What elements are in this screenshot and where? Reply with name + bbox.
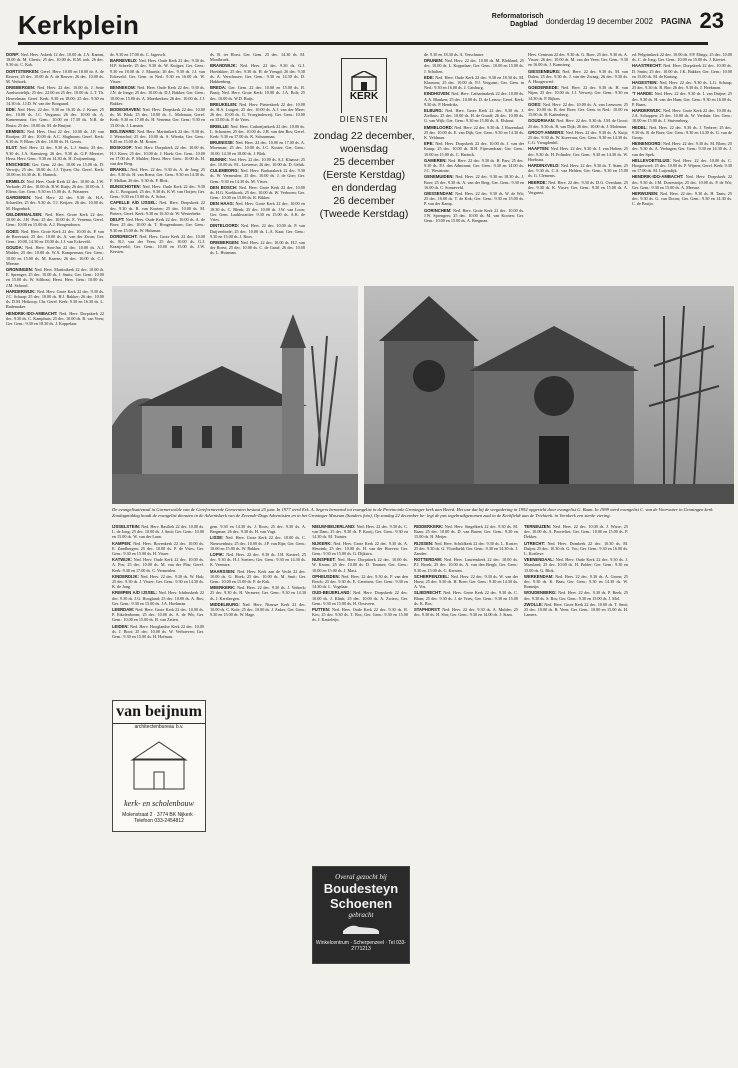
header-right [492, 8, 724, 34]
listing-column-10 [414, 524, 518, 1044]
service-entry: HEDEL: Ned. Herv. 22 dec. 9.30 ds. J. Verbree; 25 dec. 9.30 ds. R. de Boer; Ger. Gem.: 9.30 en 14.30 ds. G. van de Groep. [632, 124, 732, 141]
service-entry: EDE: Ned. Herv. Oude Kerk 22 dec. 9.30 en 18.30 ds. M. Klaassen; 25 dec. 10.00 ds. P.J. Vergunst; Ger. Gem. in Ned.: 9.30 en 16.00 ds. J. Catsburg. [424, 74, 524, 91]
info-line: (Eerste Kerstdag) [322, 169, 406, 181]
service-entry: BOLSWARD: Ned. Herv. Martinikerk 22 dec. 9.30 ds. J. Westerhof; 25 dec. 10.00 ds. S. Wierda; Ger. Gem.: 9.45 en 15.00 ds. M. Koster. [110, 128, 205, 145]
service-entry: GENEMUIDEN: Ned. Herv. 22 dec. 9.30 en 18.30 ds. J. Boer; 25 dec. 9.30 ds. A. van der Berg; Ger. Gem.: 9.30 en 16.00 ds. C. Sonneveld. [424, 174, 524, 190]
page-title: Kerkplein [18, 10, 140, 40]
service-entry: BRIELLE: Ned. Herv. Catharijnekerk 22 dec. 10.00 ds. L. Schouten; 25 dec. 10.00 ds. J.H. van den Bos; Geref. Kerk: 9.30 en 17.00 ds. K. Schuurman. [210, 123, 305, 140]
service-entry: HENDRIK-IDO-AMBACHT: Ned. Herv. Dorpskerk 22 dec. 9.30 ds. C. Kamphuis; 25 dec. 10.00 ds. B. van Veen; Ger. Gem.: 9.30 en 18.30 ds. J. Koppelaar. [6, 310, 104, 326]
ad-beijnum-tagline: kerk- en scholenbouw [124, 799, 194, 808]
service-entry: GIESSENBURG: Ned. Herv. 22 dec. 9.30 ds. M. van Dalen; 25 dec. 9.30 ds. J. van der Zwaag; 26 dec. 9.30 ds. A. Hoogerwerf. [528, 68, 628, 85]
service-entry: ds. B. ter Horst. Ger. Gem. 25 dec. 14.30 ds. M. Mooibroek. [210, 52, 305, 63]
service-entry: MIDDELBURG: Ned. Herv. Nieuwe Kerk 22 dec. 10.00 ds. C. Kole; 25 dec. 10.00 ds. J. Anker; Ger. Gem.: 9.30 en 15.00 ds. W. Hage. [210, 601, 306, 618]
ad-beijnum-title: van beijnum [113, 701, 205, 724]
service-entry: ERMELO: Ned. Herv. Oude Kerk 22 dec. 10.00 ds. J.W. Verkade; 25 dec. 10.00 ds. R.W. Ruijs; 26 dec. 10.00 ds. J. Ellens; Ger. Gem.: 9.30 en 15.00 ds. A. Wasmeer. [6, 178, 104, 195]
service-entry: GARDEREN: Ned. Herv. 22 dec. 9.30 ds. H.A. Schaeffer; 25 dec. 9.30 ds. T.J. Keijzer; 26 dec. 10.00 ds. M. Hogenbirk. [6, 195, 104, 211]
kerkdiensten-logo-sub: DIENSTEN [339, 115, 389, 124]
church-photo-image [112, 286, 358, 504]
service-entry: IJSSELSTEIN: Ned. Herv. Basiliek 22 dec. 10.00 ds. L. de Jong; 25 dec. 10.00 ds. J. Smit; Ger. Gem.: 10.00 en 15.00 ds. W. van der Laan. [112, 524, 204, 540]
service-entry: HELLEVOETSLUIS: Ned. Herv. 22 dec. 10.00 ds. C. Hoogerwerf; 25 dec. 10.00 ds. P. Wijnen; Geref. Kerk: 9.30 en 17.00 ds. M. Luijendijk. [632, 157, 732, 174]
service-entry: LOPIK: Ned. Herv. 22 dec. 9.30 ds. J.H. Kasteel; 25 dec. 9.30 ds. H.J. Soeters; Ger. Gem.: 9.30 en 14.30 ds. K. Veenstra. [210, 552, 306, 568]
church-icon [349, 71, 379, 91]
service-entry: GOUDRIAAN: Ned. Herv. 22 dec. 9.30 ds. J.M. de Groot; 25 dec. 9.30 ds. B. van Dijk; 26 dec. 10.00 ds. J. Molenaar. [528, 118, 628, 129]
info-line: (Tweede Kerstdag) [319, 208, 409, 220]
listing-column-7 [112, 524, 204, 696]
service-entry: HAGESTEIN: Ned. Herv. 22 dec. 9.30 ds. L.G. Schaap; 25 dec. 9.30 ds. R. Bor; 26 dec. 9.30 ds. J. Hoekman. [632, 80, 732, 91]
service-entry: KRIMPEN A/D IJSSEL: Ned. Herv. Ichthuskerk 22 dec. 9.30 ds. J.G. Hoogland; 25 dec. 10.00 ds. A. Bos; Ger. Gem.: 9.30 en 15.00 ds. J.A. Hoekman. [112, 590, 204, 606]
photo-church [364, 286, 734, 504]
issue-date: donderdag 19 december 2002 [545, 16, 653, 26]
service-entry: DEN BOSCH: Ned. Herv. Grote Kerk 22 dec. 10.00 ds. H.G. Koekkoek; 25 dec. 10.00 ds. W. Verboom; Ger. Gem.: 10.00 en 15.00 ds. R. Bikker. [210, 184, 305, 201]
kerkdiensten-logo [341, 58, 387, 113]
page-number: 23 [699, 8, 724, 33]
info-line: woensdag [340, 143, 388, 155]
ad-boudesteyn-line1: Overal gezocht bij [335, 873, 387, 881]
ad-beijnum-sub: architectenbureau b.v. [134, 724, 184, 730]
service-entry: SCHERPENZEEL: Ned. Herv. 22 dec. 9.30 ds. W. van der Horst; 25 dec. 9.30 ds. H. Boer; Ger. Gem.: 9.30 en 14.30 ds. A. Vos. [414, 573, 518, 590]
service-entry: EINDHOVEN: Ned. Herv. Catharinakerk 22 dec. 10.00 ds. A.A. Blanken; 25 dec. 10.00 ds. D. de Leeuw; Geref. Kerk: 9.30 ds. P. Hendriks. [424, 91, 524, 107]
listing-column-5 [528, 52, 628, 288]
ad-boudesteyn-product: Schoenen [329, 896, 393, 911]
service-entry: Herv. Centrum 22 dec. 9.30 ds. G. Boer; 25 dec. 9.30 ds. A. Visser; 26 dec. 10.00 ds. M. van der Veen; Ger. Gem.: 9.30 en 16.00 ds. J. Kamsteeg. [528, 52, 628, 68]
service-entry: EPE: Ned. Herv. Dorpskerk 22 dec. 10.00 ds. J. van der Kamp; 25 dec. 10.00 ds. B.H. Fijnvandraat; Ger. Gem.: 10.00 en 15.00 ds. C. Harinck. [424, 141, 524, 157]
service-entry: KAMPEN: Ned. Herv. Bovenkerk 22 dec. 10.00 ds. E. Zandbergen; 25 dec. 10.00 ds. P. de Vries; Ger. Gem.: 9.30 en 15.00 ds. H. Visser. [112, 540, 204, 557]
service-entry: BREDA: Ger. Gem. 22 dec. 10.00 en 15.00 ds. R. Baaij; Ned. Herv. Grote Kerk: 10.00 ds. J.A. Bolt; 25 dec. 10.00 ds. W.D. Ruijs. [210, 85, 305, 101]
service-entry: HARDINXVELD: Ned. Herv. 22 dec. 9.30 ds. T. Stam; 25 dec. 9.30 ds. C.A. van Helden; Ger. Gem.: 9.30 en 15.00 ds. G. Clements. [528, 163, 628, 179]
service-entry: de. 9.30 en 17.00 ds. C. Jagersch. [110, 52, 167, 57]
service-entry: ELST: Ned. Herv. 22 dec. 9.30 ds. L.J. Smits; 25 dec. 9.30 ds. J.A. Kamsteeg; 26 dec. 9.30 ds. G.P. Meester; Herst. Herv. Gem.: 9.30 en 14.30 ds. H. Zwijnenburg. [6, 145, 104, 161]
kerkdiensten-info [310, 130, 418, 221]
service-entry: BRAKEL: Ned. Herv. 22 dec. 9.30 ds. A. de Jong; 25 dec. 9.30 ds. H. van Roest; Ger. Gem.: 9.30 en 14.30 ds. F. Mallan; 26 dec. 9.30 ds. P. Blok. [110, 167, 205, 183]
service-entry: ROTTERDAM: Ned. Herv. Laurenskerk 22 dec. 10.00 ds. P.J. Broek; 25 dec. 10.00 ds. A. van den Bergh; Ger. Gem.: 9.30 en 15.00 ds. C. Kersten. [414, 557, 518, 573]
service-entry: TERNEUZEN: Ned. Herv. 22 dec. 10.00 ds. J. Wisse; 25 dec. 10.00 ds. A. Poortvliet; Ger. Gem.: 10.00 en 15.00 ds. P. Dekker. [524, 524, 628, 540]
photo-caption: De evangelisatiezaal in Garmerwolde van de Gereformeerde Gemeenten bestaat 25 jaar. In 1977 werd Erk. A. Segers benoemd tot evangelist in de Provinciale Groninger kerk aan Heerd. Het uur dat hij de vergadering in 1992 opgericht door evangelist G. Baan. In 1999 werd evangelist C. van de Voorwater in Groningen kerk. Zondagmiddag houdt de evangelist diensten in de Adventskerk van de Zevende-Dags Adventisten en in het Groninger Museum (Sanders foto), Op zondag 22 december be- legt de pas ingebruikgenomen zaal in de Kerkfieldt aan de Trichterk. in Veenkerk een sterke viering. [112, 507, 714, 518]
service-entry: KATWIJK: Ned. Herv. Oude Kerk 22 dec. 10.00 ds. A. Pos; 25 dec. 10.00 ds. M. van der Plas; Geref. Kerk: 9.30 en 17.00 ds. C. Vermeulen. [112, 557, 204, 573]
header-rule [18, 42, 708, 45]
service-entry: LEERDAM: Ned. Herv. Grote Kerk 22 dec. 10.00 ds. P. Eikelenboom; 25 dec. 10.00 ds. A. de Wit; Ger. Gem.: 10.00 en 15.00 ds. B. van Zetten. [112, 607, 204, 623]
service-entry: NUNSPEET: Ned. Herv. Dorpskerk 22 dec. 10.00 ds. W. Kroon; 25 dec. 10.00 ds. D. Timmer; Ger. Gem.: 10.00 en 15.00 ds. J. Mast. [312, 557, 408, 573]
service-entry: NIEUW-BEIJERLAND: Ned. Herv. 22 dec. 9.30 ds. C. van Dam; 25 dec. 9.30 ds. P. Kooij; Ger. Gem.: 9.30 en 14.30 ds. M. Tuinier. [312, 524, 408, 540]
service-entry: DORDRECHT: Ned. Herv. Grote Kerk 22 dec. 10.00 ds. R.J. van der Veen; 25 dec. 10.00 ds. G.J. Kraaijeveld; Ger. Gem.: 10.00 en 15.00 ds. J.W. Kersten. [110, 233, 205, 255]
service-entry: BENNEKOM: Ned. Herv. Oude Kerk 22 dec. 9.30 ds. J.N. de Jonge; 25 dec. 10.00 ds. D.J. Bakker; Ger. Gem.: 10.00 en 15.00 ds. A. Moerkerken; 26 dec. 10.00 ds. J.J. Bakker. [110, 85, 205, 106]
service-entry: GOEDEREEDE: Ned. Herv. 22 dec. 9.30 ds. H. van Nijen; 25 dec. 10.00 ds. J.J. Verweij; Ger. Gem.: 9.30 en 14.30 ds. P. Rijken. [528, 85, 628, 101]
service-entry: STAPHORST: Ned. Herv. 22 dec. 9.30 ds. A. Mulder; 25 dec. 9.30 ds. H. Slot; Ger. Gem.: 9.30 en 14.00 ds. J. Stam. [414, 607, 518, 618]
service-entry: de. 9.30 en 18.30 ds. A. Verschuure. [424, 52, 485, 57]
service-entry: GOES: Ned. Herv. Grote Kerk 22 dec. 10.00 ds. P. van de Breevaart; 25 dec. 10.00 ds. A. van der Zwan; Ger. Gem.: 10.00, 14.30 en 18.00 ds. J.J. van Eckeveld. [6, 228, 104, 244]
listing-column-8 [210, 524, 306, 1044]
service-entry: VEENENDAAL: Ned. Herv. Oude Kerk 22 dec. 9.30 ds. J. Maasland; 25 dec. 10.00 ds. H. Polder; Ger. Gem.: 9.30 en 15.00 ds. G. Blok. [524, 557, 628, 573]
advertisement-boudesteyn[interactable] [312, 866, 410, 964]
service-entry: OUD-BEIJERLAND: Ned. Herv. Dorpskerk 22 dec. 10.00 ds. J. Klink; 25 dec. 10.00 ds. A. Zwiers; Ger. Gem.: 9.30 en 15.00 ds. H. Oostveen. [312, 590, 408, 606]
service-entry: CAPELLE A/D IJSSEL: Ned. Herv. Dorpskerk 22 dec. 9.30 ds. R. van Kooten; 25 dec. 10.00 ds. M. Pieters; Geref. Kerk: 9.30 en 16.30 ds. W. Westerbeke. [110, 200, 205, 216]
service-entry: HAAFTEN: Ned. Herv. 22 dec. 9.30 ds. J. van Holten; 25 dec. 9.30 ds. H. Polinder; Ger. Gem.: 9.30 en 14.30 ds. W. Hoekstra. [528, 146, 628, 162]
service-entry: DRUNEN: Ned. Herv. 22 dec. 10.00 ds. M. Blokland; 25 dec. 10.00 ds. L. Koppelaar; Ger. Gem.: 10.00 en 15.00 ds. J. Scholten. [424, 58, 524, 74]
service-entry: 'T HARDE: Ned. Herv. 22 dec. 9.30 ds. I. van Duijne; 25 dec. 9.30 ds. H. van der Ham; Ger. Gem.: 9.30 en 16.00 ds. P. Baars. [632, 91, 732, 107]
service-entry: HAASTRECHT: Ned. Herv. Dorpskerk 22 dec. 10.00 ds. D. Smits; 25 dec. 10.00 ds. J.K. Bakker; Ger. Gem.: 10.00 en 15.00 ds. M. de Koning. [632, 63, 732, 79]
shoe-icon [341, 919, 381, 935]
church-photo-image-2 [364, 286, 734, 504]
advertisement-van-beijnum[interactable] [112, 700, 206, 832]
service-entry: NIJKERK: Ned. Herv. Grote Kerk 22 dec. 9.30 ds. A. Sleurink; 25 dec. 10.00 ds. H. van der Hoeven; Ger. Gem.: 9.30 en 15.00 ds. G. Dijkstra. [312, 540, 408, 557]
ad-beijnum-footer: Molenstraat 2 · 3774 BK Nijkerk · Telefoon 033-2454812 [122, 812, 196, 824]
kerkdiensten-box [310, 52, 418, 282]
service-entry: HERWIJNEN: Ned. Herv. 22 dec. 9.30 ds. H. Tanis; 25 dec. 9.30 ds. G. van Doorn; Ger. Gem.: 9.30 en 14.30 ds. C. de Bruijn. [632, 191, 732, 207]
service-entry: BODEGRAVEN: Ned. Herv. Dorpskerk 22 dec. 10.00 ds. M. Blok; 25 dec. 10.00 ds. L. Molenaar; Geref. Kerk: 9.30 en 17.00 ds. H. Venema; Ger. Gem.: 9.30 en 15.00 ds. J. Lamain. [110, 107, 205, 128]
service-entry: GOUDA: Ned. Herv. Sint-Jan 22 dec. 10.00 ds. A.J. Mulder; 25 dec. 10.00 ds. W.A. Kamperman; Ger. Gem.: 10.00 en 15.00 ds. M. Karens; 26 dec. 10.00 ds. C.J. Meeuse. [6, 245, 104, 266]
service-entry: DRIEBERGEN: Ned. Herv. 22 dec. 10.00 ds. H.J. van der Roest; 25 dec. 10.00 ds. C. de Graaf; 26 dec. 10.00 ds. L. Huisman. [210, 239, 305, 256]
service-entry: PUTTEN: Ned. Herv. Oude Kerk 22 dec. 9.30 ds. R. Kos; 25 dec. 9.30 ds. T. Bos; Ger. Gem.: 9.30 en 15.00 ds. J. Kasteleijn. [312, 607, 408, 623]
service-entry: WERKENDAM: Ned. Herv. 22 dec. 9.30 ds. A. Groen; 25 dec. 9.30 ds. K. Baas; Ger. Gem.: 9.30 en 14.30 ds. W. Romeijn. [524, 573, 628, 590]
service-entry: GOES: Ned. Herv. 22 dec. 10.00 ds. A. van Leeuwen; 25 dec. 10.00 ds. B. den Boer; Ger. Gem. in Ned.: 10.00 en 15.00 ds. R. Kattenberg. [528, 101, 628, 118]
service-entry: EDE: Ned. Herv. 22 dec. 9.30 en 16.30 ds. J. Kruse; 25 dec. 10.00 ds. J.C. Vergunst; 26 dec. 10.00 ds. A. Kamermans; Ger. Gem.: 10.00 en 17.30 ds. N.R. de Bruin; 25 dec. 10.00 ds. M. de Bruijne. [6, 107, 104, 128]
service-entry: ELBURG: Ned. Herv. Grote Kerk 22 dec. 9.30 ds. J. Zielhuis; 25 dec. 10.00 ds. H. de Graaff; 26 dec. 10.00 ds. G. van Wijk; Ger. Gem.: 9.30 en 15.00 ds. A. Elshout. [424, 108, 524, 124]
page-header [0, 0, 738, 46]
service-entry: ENSCHEDE: Ger. Gem. 22 dec. 10.00 en 15.00 ds. D. Verwijs; 25 dec. 10.00 ds. J.J. Tijsen; Chr. Geref. Kerk: 10.00 en 16.30 ds. K. Harinck. [6, 162, 104, 178]
service-entry: DEN HAAG: Ned. Herv. Grote Kerk 22 dec. 10.00 en 18.30 ds. C. Blenk; 25 dec. 10.00 ds. J.W. van Loon; Ger. Gem. Laakkwartier: 9.30 en 15.00 ds. A.K. de Vries. [210, 201, 305, 223]
info-line: zondag 22 december, [313, 130, 415, 142]
service-entry: EEMNES: Ned. Herv. Oost 22 dec. 10.00 ds. J.P. van Rooijen; 25 dec. 10.00 dr. A.C. Slagboom; Geref. Kerk: 9.30 ds. P. Blom; 26 dec. 10.00 ds. H. Geerts. [6, 128, 104, 145]
service-entry: HARDERWIJK: Ned. Herv. Grote Kerk 22 dec. 10.00 ds. J.A. Schoppen; 25 dec. 10.00 ds. W. Verduin; Ger. Gem.: 10.00 en 15.00 ds. J. Stuivenberg. [632, 108, 732, 124]
listing-column-6 [632, 52, 732, 1062]
kerkdiensten-logo-title: KERK [349, 90, 379, 102]
service-entry: HENDRIK-IDO-AMBACHT: Ned. Herv. Dorpskerk 22 dec. 9.30 ds. J.M. Dorresteijn; 25 dec. 10.00 ds. P. de Wit; Ger. Gem.: 9.30 en 15.00 ds. A. Meeuse. [632, 174, 732, 190]
service-entry: LISSE: Ned. Herv. Grote Kerk 22 dec. 10.00 ds. C. Nieuwenhuis; 25 dec. 10.00 ds. J.P. van Rijn; Ger. Gem.: 10.00 en 15.00 ds. W. Bakker. [210, 535, 306, 551]
service-entry: CULEMBORG: Ned. Herv. Barbarakerk 22 dec. 9.30 ds. W. Vermeulen; 25 dec. 10.00 ds. J. de Gier; Ger. Gem.: 9.30 en 14.30 ds. M. Visser. [210, 168, 305, 184]
service-entry: BRUINISSE: Ned. Herv. 22 dec. 10.00 en 17.00 ds. A. Moerman; 25 dec. 10.00 ds. J.C. Koster; Ger. Gem.: 10.00, 14.30 en 18.00 ds. J. Blok. [210, 140, 305, 156]
ad-boudesteyn-line2: gebracht [348, 911, 374, 919]
service-entry: ed. Pelgrimkerk 22 dec. 10.00 ds. F.P. Elings; 25 dec. 10.00 ds. C. de Jong; Ger. Gem.: 10.00 en 15.00 ds. J. Kieviet. [632, 52, 732, 63]
listing-column-9 [312, 524, 408, 1044]
service-entry: GROOT-AMMERS: Ned. Herv. 22 dec. 9.30 ds. A. Kuijt; 25 dec. 9.30 ds. W. Korevaar; Ger. Gem.: 9.30 en 14.30 ds. C.G. Vreugdenhil. [528, 129, 628, 146]
listing-column-4 [424, 52, 524, 288]
service-entry: DRIEBERGEN: Ned. Herv. 22 dec. 10.00 ds. J. Sette Aardwortelijk; 25 dec. 22.00 en 25 dec. 10.00 ds. L.T. Th. Heuvelman; Geref. Kerk: 9.30 en 18.00; 25 dec. 9.30 en 14.30 ds. J.J.D. W. van der Boogaard. [6, 85, 104, 106]
service-entry: GELDERMALSEN: Ned. Herv. Grote Kerk 22 dec. 10.00 ds. J.H. Post; 25 dec. 10.00 ds. E. Venema; Geref. Gem.: 10.00 en 15.00 ds. A.J. Hoogendoorn. [6, 211, 104, 228]
service-entry: GORINCHEM: Ned. Herv. Grote Kerk 22 dec. 10.00 ds. J.W. Sprengers; 25 dec. 10.00 ds. M. van Kooten; Ger. Gem.: 10.00 en 15.00 ds. A. Bregman. [424, 207, 524, 224]
service-entry: OPHEUSDEN: Ned. Herv. 22 dec. 9.30 ds. P. van den Bosch; 25 dec. 9.30 ds. E. Gerritsen; Ger. Gem.: 9.30 en 14.30 ds. L. Vogelaar. [312, 573, 408, 590]
service-entry: gem. 9.30 en 14.30 ds. J. Roos; 25 dec. 9.30 ds. A. Bregman; 26 dec. 9.30 ds. H. van Vugt. [210, 524, 306, 535]
listing-column-1 [6, 52, 104, 1062]
service-entry: BARNEVELD: Ned. Herv. Oude Kerk 22 dec. 9.30 ds. H.P. Scheele; 25 dec. 9.30 ds. W. Kuijper; Ger. Gem.: 9.30 en 18.00 ds. J. Mauritz; 26 dec. 9.30 ds. J.J. van Eckeveld; Ger. Gem. in Ned.: 9.30 en 16.00 ds. W. Visser. [110, 58, 205, 85]
service-entry: BOSKOOP: Ned. Herv. Dorpskerk 22 dec. 10.00 ds. H.J. Kiers; 25 dec. 10.00 dr. J. Hoek; Ger. Gem.: 10.00 en 17.00 ds. P. Mulder; Herst. Herv. Gem.: 10.00 ds. H. van den Berg. [110, 145, 205, 167]
service-entry: HARDERWIJK: Ned. Herv. Grote Kerk 22 dec. 9.30 ds. J.C. Schaap; 25 dec. 10.00 ds. H.J. Bakker; 26 dec. 10.00 ds. D.M. Heikoop; Chr. Geref. Kerk: 9.30 en 16.30 ds. L. Rademaker. [6, 288, 104, 310]
info-line: en donderdag [331, 182, 397, 194]
service-entry: WOUDENBERG: Ned. Herv. 22 dec. 9.30 ds. P. Beek; 25 dec. 9.30 ds. S. Bos; Ger. Gem.: 9.30 en 15.00 ds. J. Mol. [524, 590, 628, 601]
service-entry: SLIEDRECHT: Ned. Herv. Grote Kerk 22 dec. 9.30 ds. C. Blom; 25 dec. 9.30 ds. J. de Vries; Ger. Gem.: 9.30 en 15.00 ds. K. Bos. [414, 590, 518, 606]
service-entry: ZWOLLE: Ned. Herv. Grote Kerk 22 dec. 10.00 ds. T. Smit; 25 dec. 10.00 ds. R. Veen; Ger. Gem.: 10.00 en 15.00 ds. H. Lamers. [524, 601, 628, 618]
service-entry: MAARSSEN: Ned. Herv. Kerk aan de Vecht 22 dec. 10.00 ds. G. Hoek; 25 dec. 10.00 ds. M. Smit; Ger. Gem.: 10.00 en 15.00 ds. P. de Kok. [210, 568, 306, 585]
newspaper-logo: Reformatorisch Dagblad [491, 13, 544, 28]
service-entry: DINTELOORD: Ned. Herv. 22 dec. 10.00 ds. P. van Duijvenbode; 25 dec. 10.00 ds. L.A. Kaat; Ger. Gem.: 9.30 en 15.00 ds. J. Roos. [210, 223, 305, 239]
service-entry: RIDDERKERK: Ned. Herv. Singelkerk 22 dec. 9.30 ds. M. Baan; 25 dec. 10.00 ds. D. van Buren; Ger. Gem.: 9.30 en 15.00 ds. H. Meijer. [414, 524, 518, 540]
service-entry: BUNNIK: Ned. Herv. 22 dec. 10.00 ds. A.J. Klaasse; 25 dec. 10.00 ds. P.L. Lievense; 26 dec. 10.00 ds. D. Geluk. [210, 156, 305, 168]
church-drawing-icon [124, 734, 194, 794]
page-label: PAGINA [660, 16, 692, 26]
listing-column-11 [524, 524, 628, 1044]
service-entry: GIESSENDAM: Ned. Herv. 22 dec. 9.30 ds. W. de Wit; 25 dec. 10.00 ds. T. de Kok; Ger. Gem.: 9.30 en 15.00 ds. P. van der Kamp. [424, 191, 524, 207]
photo-church-tower [112, 286, 358, 504]
service-entry: EMMELOORD: Ned. Herv. 22 dec. 9.30 ds. J. Rozendaal; 25 dec. 10.00 ds. E. van Dijk; Ger. Gem.: 9.30 en 14.30 ds. K. Veldman. [424, 124, 524, 141]
ad-boudesteyn-footer: Winkelcentrum · Scherpenzeel · Tel 033-2771213 [315, 940, 407, 952]
ad-boudesteyn-name: Boudesteyn [323, 881, 399, 896]
service-entry: HEERDE: Ned. Herv. 22 dec. 9.30 ds. D.G. Overduin; 25 dec. 9.30 ds. K. Visser; Ger. Gem.: 9.30 en 15.00 ds. A. Vergunst. [528, 179, 628, 196]
service-entry: BRANDWIJK: Ned. Herv. 22 dec. 9.30 ds. G.J. Hoefakker; 25 dec. 9.30 ds. H. de Vreugd; 26 dec. 9.30 ds. A. Verschuure; Ger. Gem.: 9.30 en 14.30 ds. D. Hakkenberg. [210, 63, 305, 85]
service-entry: GRONINGEN: Ned. Herv. Martinikerk 22 dec. 10.00 dr. E. Sprenger; 25 dec. 10.00 ds. J. Smits; Ger. Gem.: 10.00 en 15.00 ds. W. Silfhout; Herst. Herv. Gem.: 10.00 ds. J.M. Schoorl. [6, 266, 104, 288]
service-entry: MEERKERK: Ned. Herv. 22 dec. 9.30 ds. J. Verkerk; 25 dec. 9.30 ds. H. Vermeer; Ger. Gem.: 9.30 en 14.30 ds. J. Kersbergen. [210, 585, 306, 601]
service-entry: UTRECHT: Ned. Herv. Domkerk 22 dec. 10.30 ds. M. Duijm; 25 dec. 10.30 ds. G. Vos; Ger. Gem.: 9.30 en 16.00 ds. L. Kortleve. [524, 540, 628, 557]
service-entry: BREUKELEN: Ned. Herv. Pieterskerk 22 dec. 10.00 ds. H.A. Lutgert; 25 dec. 10.00 ds. A.J. van der Meer; 26 dec. 10.00 ds. G. Vroegindeweij; Ger. Gem.: 10.00 en 15.00 ds. P. de Vries. [210, 101, 305, 123]
service-entry: RIJSSEN: Ned. Herv. Schildkerk 22 dec. 9.30 ds. L. Koster; 25 dec. 9.30 ds. G. Vloedbeld; Ger. Gem.: 9.30 en 14.30 ds. J. Zandee. [414, 540, 518, 557]
service-entry: BUNSCHOTEN: Ned. Herv. Oude Kerk 22 dec. 9.30 ds. C. Boogaard; 25 dec. 9.30 ds. K.W. van Ooijen; Ger. Gem.: 9.30 en 15.00 ds. A. Schot. [110, 183, 205, 200]
service-entry: GAMEREN: Ned. Herv. 22 dec. 9.30 ds. H. Pars; 25 dec. 9.30 ds. P.J. den Admirant; Ger. Gem.: 9.30 en 14.00 ds. J.C. Weststrate. [424, 157, 524, 174]
service-entry: DORP: Ned. Herv. Askerk 12 dec. 10.00 ds. J.A. Kamm, 18.00 ds. M. Cherix; 25 dec. 10.00 ds. R.M. ook. 26 dec. 9.30 ds. C. Kok. [6, 52, 104, 68]
service-entry: LEIDEN: Ned. Herv. Hooglandse Kerk 22 dec. 10.00 ds. J. Boot; 25 dec. 10.00 ds. W. Verhoeven; Ger. Gem.: 9.30 en 15.00 ds. H. Hofman. [112, 623, 204, 640]
service-entry: DORTSTERKEN: Geref. Herv. 10.00 en 18.00 dr. A. de Reuver; 25 dec. 10.00 dr. A. de Reuver; 26 dec. 10.00 ds. M. Verhoek. [6, 68, 104, 85]
service-entry: DELFT: Ned. Herv. Oude Kerk 22 dec. 10.00 ds. A. de Boer; 25 dec. 10.00 ds. T. Hoogendoorn; Ger. Gem.: 9.30 en 15.00 ds. W. Hulsman. [110, 217, 205, 233]
service-entry: KINDERDIJK: Ned. Herv. 22 dec. 9.30 ds. W. Hak; 25 dec. 9.30 ds. J. Visser; Ger. Gem.: 9.30 en 14.30 ds. K. de Jong. [112, 573, 204, 590]
info-line: 26 december [333, 195, 395, 207]
service-entry: HEINENOORD: Ned. Herv. 22 dec. 9.30 ds. M. Blom; 25 dec. 9.30 ds. A. Verhagen; Ger. Gem.: 9.30 en 14.30 ds. J. van der Spek. [632, 141, 732, 157]
info-line: 25 december [333, 156, 395, 168]
